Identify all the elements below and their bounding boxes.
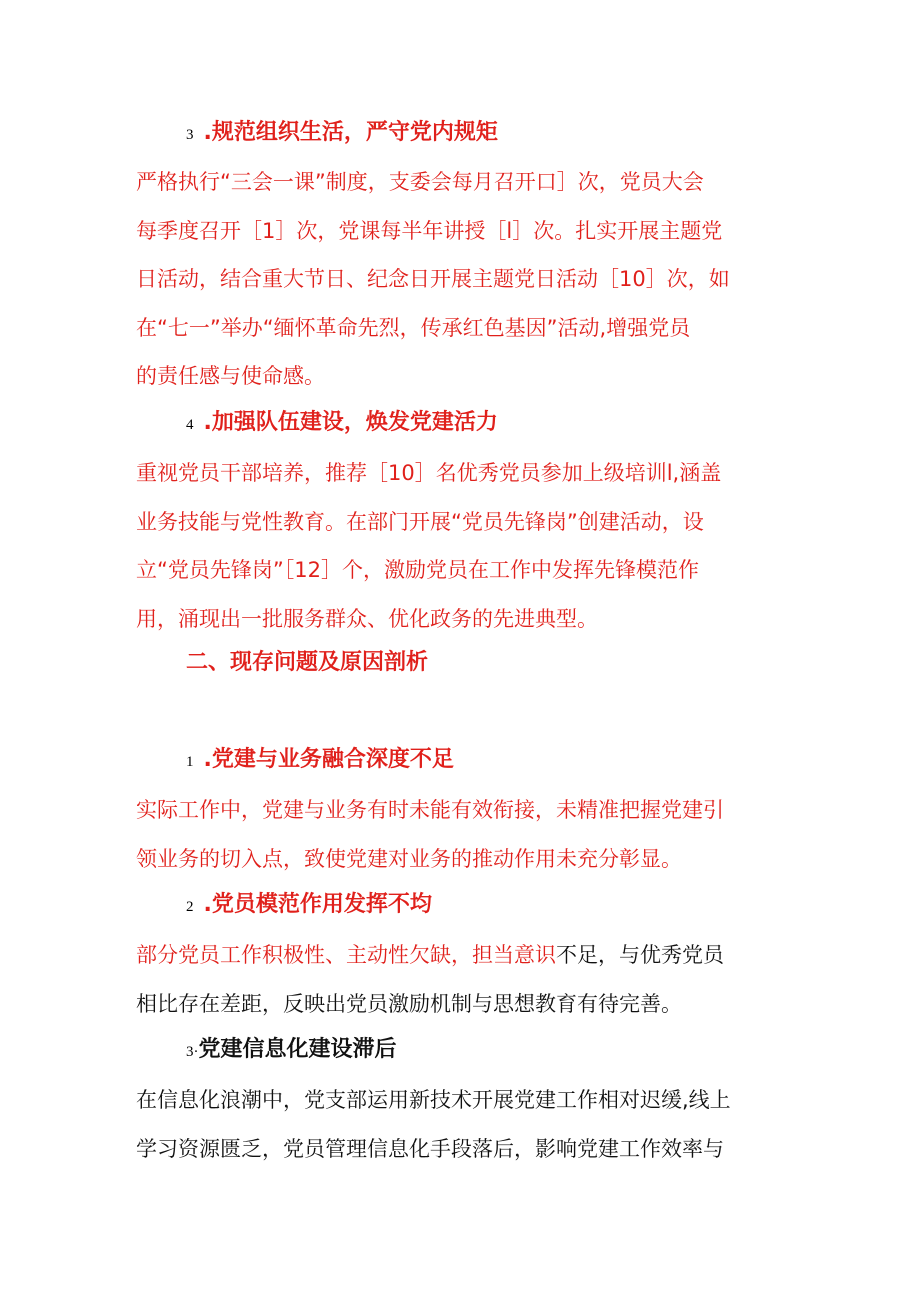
section-3-number: 3 [186,127,194,143]
problem-3-number: 3· [186,1044,199,1060]
section-4-body [136,449,798,643]
problem-3-line: 学习资源匮乏，党员管理信息化手段落后，影响党建工作效率与 [136,1136,724,1161]
section-3-body [136,158,798,401]
problem-1-body [136,786,798,883]
section-3-line: 每季度召开［1］次，党课每半年讲授［l］次。扎实开展主题党 [136,218,723,243]
section-3-line: 日活动，结合重大节日、纪念日开展主题党日活动［10］次，如 [136,267,730,292]
problem-1-title: .党建与业务融合深度不足 [203,747,454,772]
problem-3-body [136,1076,798,1173]
problem-2-body [136,931,798,1028]
problem-2-line: 相比存在差距，反映出党员激励机制与思想教育有待完善。 [136,991,682,1016]
section-3-line: 的责任感与使命感。 [136,364,325,389]
section-4-line: 用，涌现出一批服务群众、优化政务的先进典型。 [136,606,598,631]
problem-1-number: 1 [186,754,194,770]
section-4-line: 重视党员干部培养，推荐［10］名优秀党员参加上级培训l,涵盖 [136,461,722,485]
part-2-title: 二、现存问题及原因剖析 [186,650,429,675]
problem-3-heading [186,1035,397,1067]
problem-2-number: 2 [186,899,194,915]
problem-3-title: 党建信息化建设滞后 [198,1037,397,1062]
problem-2-heading [186,890,432,922]
problem-2-line [136,931,798,980]
problem-2-title: .党员模范作用发挥不均 [203,892,432,917]
problem-1-line: 实际工作中，党建与业务有时未能有效衔接，未精准把握党建引 [136,798,724,822]
problem-1-heading [186,745,454,777]
section-4-heading [186,408,498,440]
section-4-number: 4 [186,417,194,433]
section-4-line: 立“党员先锋岗”［12］个，激励党员在工作中发挥先锋模范作 [136,558,699,583]
problem-3-line: 在信息化浪潮中，党支部运用新技术开展党建工作相对迟缓,线上 [136,1088,731,1112]
section-4-line: 业务技能与党性教育。在部门开展“党员先锋岗”创建活动，设 [136,509,704,534]
problem-2-line-red-part: 部分党员工作积极性、主动性欠缺，担当意识 [136,943,556,967]
problem-2-line-black-part: 不足，与优秀党员 [556,943,724,967]
section-3-line: 在“七一”举办“缅怀革命先烈，传承红色基因”活动,增强党员 [136,315,691,340]
section-4-title: .加强队伍建设，焕发党建活力 [203,410,498,435]
problem-1-line: 领业务的切入点，致使党建对业务的推动作用未充分彰显。 [136,846,682,871]
section-3-line: 严格执行“三会一课”制度，支委会每月召开口］次，党员大会 [136,170,704,194]
section-3-title: .规范组织生活，严守党内规矩 [203,120,498,145]
section-3-heading [186,118,498,150]
